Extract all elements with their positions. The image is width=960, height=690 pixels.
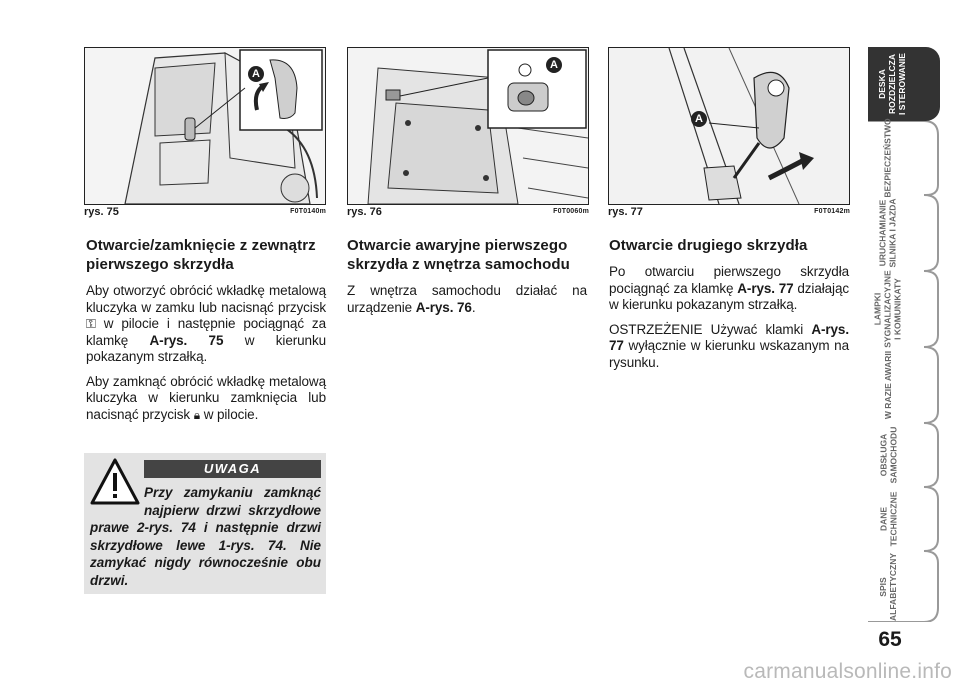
column-2	[347, 236, 587, 324]
text: działając w kierunku pokazanym strzałką.	[609, 280, 850, 312]
figure-76	[347, 47, 589, 205]
tab-label: DANE TECHNICZNE	[878, 491, 898, 547]
text: Aby zamknąć obrócić wkładkę metalową kluczyka w kierunku zamknięcia lub nacisnąć przycisk	[86, 373, 326, 422]
marker-a-77: A	[691, 111, 707, 127]
figure-reference: A-rys. 77	[609, 321, 849, 353]
watermark: carmanualsonline.info	[743, 660, 952, 683]
warning-text	[90, 484, 321, 589]
tab-deska-rozdzielcza[interactable]	[868, 47, 940, 121]
column-3	[609, 236, 849, 379]
tab-label: URUCHAMIANIE SILNIKA I JAZDA	[878, 198, 899, 268]
warning-title: UWAGA	[144, 460, 321, 478]
rear-door-illustration	[85, 48, 325, 204]
tab-lampki[interactable]	[868, 271, 940, 347]
car-key-icon: ⚿	[86, 316, 96, 331]
second-wing-handle-illustration	[609, 48, 849, 204]
tab-label: BEZPIECZEŃSTWO	[883, 118, 893, 198]
lock-icon: 🔒︎	[193, 407, 201, 422]
tab-bezpieczenstwo[interactable]	[868, 118, 940, 198]
figure-code: F0T0142m	[814, 208, 850, 215]
tab-uruchamianie[interactable]	[868, 195, 940, 271]
marker-a-75: A	[248, 66, 264, 82]
paragraph	[609, 322, 849, 372]
figure-label: rys. 75	[84, 206, 119, 218]
text: Po otwarciu pierwszego skrzydła pociągnąć za klamkę	[609, 264, 849, 296]
text: Przy zamykaniu zamknąć najpierw drzwi skrzydłowe prawe 2-rys. 74 i następnie drzwi skrzydłowe lewe 1-rys. 74. Nie zamykać nigdy równocześnie obu drzwi.	[90, 485, 321, 588]
text: OSTRZEŻENIE Używać klamki	[609, 321, 812, 337]
figure-75	[84, 47, 326, 205]
figure-reference: A-rys. 75	[149, 332, 224, 348]
chapter-tabs	[868, 47, 940, 622]
figure-label: rys. 76	[347, 206, 382, 218]
figure-77	[608, 47, 850, 205]
paragraph	[86, 283, 326, 366]
tab-label: W RAZIE AWARII	[883, 350, 893, 420]
figure-code: F0T0140m	[290, 208, 326, 215]
paragraph	[86, 374, 326, 424]
section-heading: Otwarcie drugiego skrzydła	[609, 237, 808, 254]
text: .	[471, 299, 476, 315]
page-number: 65	[878, 628, 902, 651]
text: w kierunku pokazanym strzałką.	[86, 332, 326, 364]
text: w pilocie.	[200, 406, 259, 422]
paragraph	[347, 283, 587, 316]
tab-w-razie-awarii[interactable]	[868, 347, 940, 423]
tab-dane-techniczne[interactable]	[868, 487, 940, 551]
figure-label: rys. 77	[608, 206, 643, 218]
text: Aby otworzyć obrócić wkładkę metalową kluczyka w zamku lub nacisnąć przycisk	[86, 283, 326, 315]
paragraph	[609, 264, 849, 314]
text: w pilocie i następnie pociągnąć za klamkę	[86, 316, 326, 348]
tab-label: LAMPKI SYGNALIZACYJNE I KOMUNIKATY	[873, 270, 903, 348]
warning-box	[84, 453, 326, 594]
tab-label: OBSŁUGA SAMOCHODU	[878, 426, 899, 484]
tab-label: SPIS ALFABETYCZNY	[878, 552, 898, 621]
column-1	[86, 236, 326, 431]
figure-code: F0T0060m	[553, 208, 589, 215]
figure-reference: A-rys. 76	[415, 299, 472, 315]
text: Z wnętrza samochodu działać na urządzenie	[347, 283, 587, 315]
section-heading: Otwarcie awaryjne pierwszego skrzydła z wnętrza samochodu	[347, 237, 570, 273]
tab-spis[interactable]	[868, 551, 940, 622]
text: wyłącznie w kierunku wskazanym na rysunku.	[609, 338, 849, 370]
tab-label: DESKA ROZDZIELCZA I STEROWANIE	[877, 53, 907, 115]
section-heading: Otwarcie/zamknięcie z zewnątrz pierwszego skrzydła	[86, 237, 316, 273]
marker-a-76: A	[546, 57, 562, 73]
figure-reference: A-rys. 77	[737, 280, 794, 296]
tab-obsluga[interactable]	[868, 423, 940, 487]
